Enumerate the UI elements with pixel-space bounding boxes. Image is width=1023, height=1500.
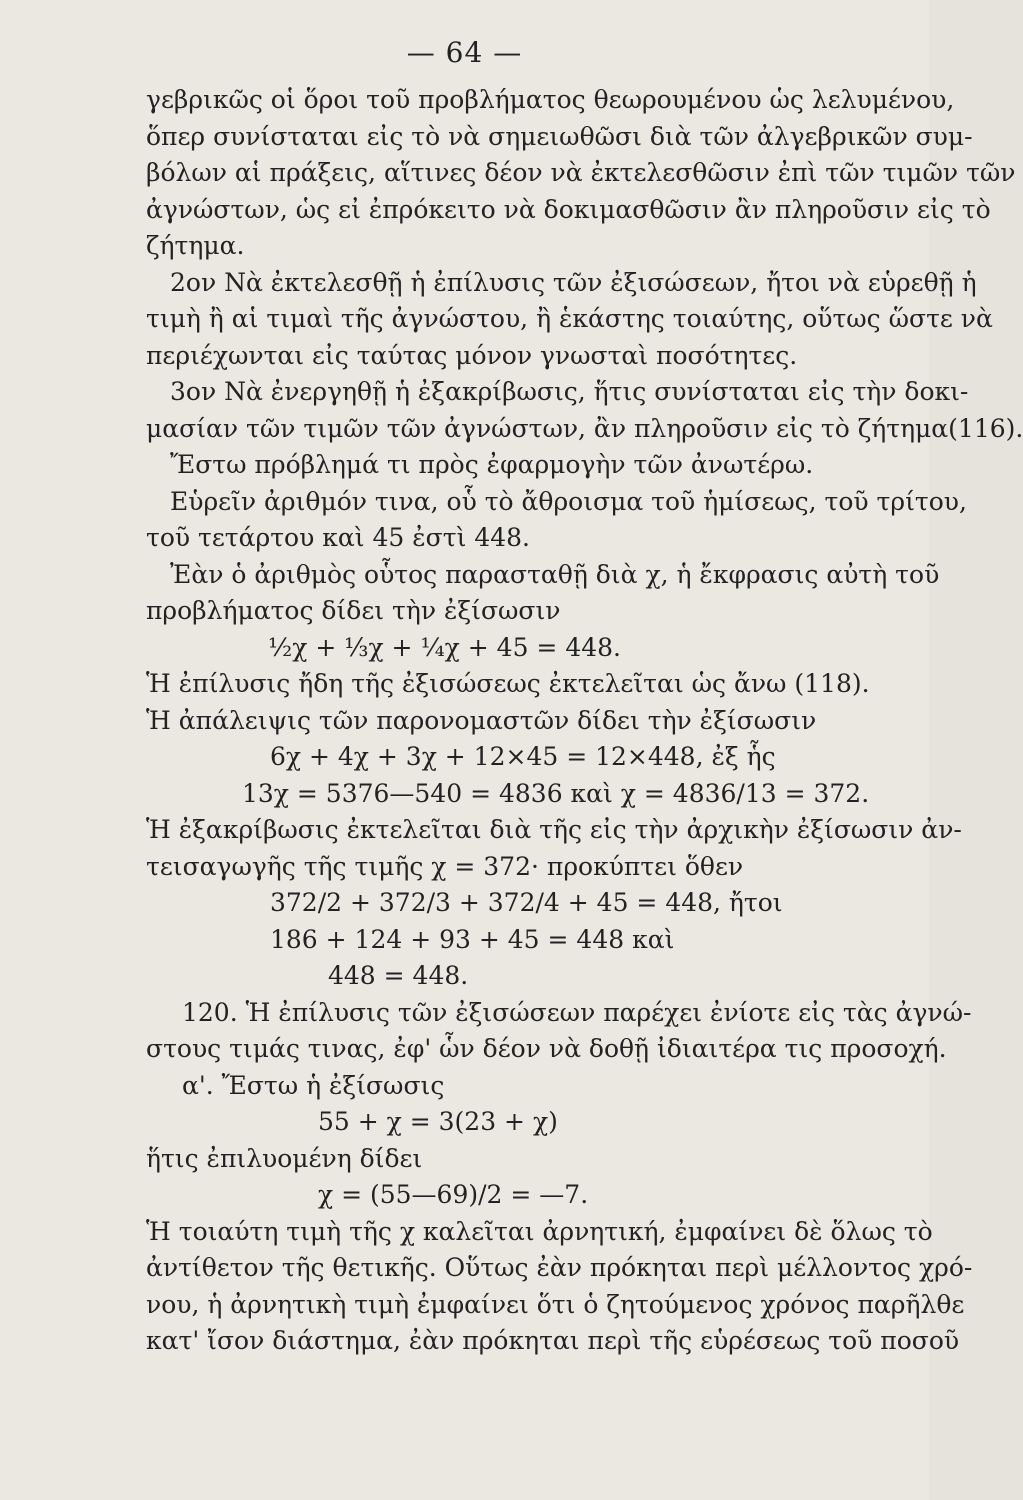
text-line: Ἡ τοιαύτη τιμὴ τῆς χ καλεῖται ἀρνητική, ἐμφαίνει δὲ ὅλως τὸ (146, 1216, 933, 1246)
text-line: α'. Ἔστω ἡ ἐξίσωσις (182, 1070, 445, 1100)
text-line: τιμὴ ἢ αἱ τιμαὶ τῆς ἀγνώστου, ἢ ἑκάστης τοιαύτης, οὕτως ὥστε νὰ (146, 304, 993, 333)
text-line: μασίαν τῶν τιμῶν τῶν ἀγνώστων, ἂν πληροῦσιν εἰς τὸ ζήτημα(116). (146, 413, 1023, 443)
page-text (146, 82, 1023, 1360)
text-line: κατ' ἴσον διάστημα, ἐὰν πρόκηται περὶ τῆς εὑρέσεως τοῦ ποσοῦ (146, 1326, 960, 1355)
text-line: Ἡ ἀπάλειψις τῶν παρονομαστῶν δίδει τὴν ἐξίσωσιν (146, 705, 817, 735)
equation-line: χ = (55—69)/2 = —7. (318, 1180, 589, 1209)
text-line: νου, ἡ ἀρνητικὴ τιμὴ ἐμφαίνει ὅτι ὁ ζητούμενος χρόνος παρῆλθε (146, 1289, 965, 1319)
text-line: 3ον Νὰ ἐνεργηθῇ ἡ ἐξακρίβωσις, ἥτις συνίσταται εἰς τὴν δοκι- (170, 377, 969, 406)
equation-line: 448 = 448. (328, 961, 469, 990)
text-line: στους τιμάς τινας, ἐφ' ὧν δέον νὰ δοθῇ ἰδιαιτέρα τις προσοχή. (146, 1034, 947, 1063)
text-line: Ἡ ἐξακρίβωσις ἐκτελεῖται διὰ τῆς εἰς τὴν ἀρχικὴν ἐξίσωσιν ἀν- (146, 815, 962, 844)
equation-line: 6χ + 4χ + 3χ + 12×45 = 12×448, ἐξ ἧς (270, 742, 776, 771)
text-line: ἥτις ἐπιλυομένη δίδει (146, 1143, 423, 1173)
text-line: Ἡ ἐπίλυσις ἤδη τῆς ἐξισώσεως ἐκτελεῖται ὡς ἄνω (118). (146, 669, 870, 698)
equation-line: 13χ = 5376—540 = 4836 καὶ χ = 4836/13 = 372. (242, 778, 870, 808)
text-line: τεισαγωγῆς τῆς τιμῆς χ = 372· προκύπτει ὅθεν (146, 851, 744, 881)
text-line: ἀντίθετον τῆς θετικῆς. Οὕτως ἐὰν πρόκηται περὶ μέλλοντος χρό- (146, 1253, 973, 1282)
text-line: τοῦ τετάρτου καὶ 45 ἐστὶ 448. (146, 523, 530, 552)
text-line: προβλήματος δίδει τὴν ἐξίσωσιν (146, 596, 561, 625)
text-line: Ἔστω πρόβλημά τι πρὸς ἐφαρμογὴν τῶν ἀνωτέρω. (170, 450, 814, 479)
text-line: Εὑρεῖν ἀριθμόν τινα, οὗ τὸ ἄθροισμα τοῦ ἡμίσεως, τοῦ τρίτου, (170, 486, 967, 516)
equation-line: ½χ + ⅓χ + ¼χ + 45 = 448. (268, 632, 621, 662)
text-line: Ἐὰν ὁ ἀριθμὸς οὗτος παρασταθῇ διὰ χ, ἡ ἔκφρασις αὐτὴ τοῦ (170, 559, 940, 589)
text-line: 2ον Νὰ ἐκτελεσθῇ ἡ ἐπίλυσις τῶν ἐξισώσεων, ἤτοι νὰ εὑρεθῇ ἡ (170, 267, 977, 297)
equation-line: 55 + χ = 3(23 + χ) (318, 1107, 558, 1136)
text-line: 120. Ἡ ἐπίλυσις τῶν ἐξισώσεων παρέχει ἐνίοτε εἰς τὰς ἀγνώ- (182, 997, 972, 1027)
text-line: ἀγνώστων, ὡς εἰ ἐπρόκειτο νὰ δοκιμασθῶσιν ἂν πληροῦσιν εἰς τὸ (146, 194, 991, 224)
text-line: ὅπερ συνίσταται εἰς τὸ νὰ σημειωθῶσι διὰ τῶν ἀλγεβρικῶν συμ- (146, 121, 973, 151)
text-line: ζήτημα. (146, 231, 245, 260)
equation-line: 186 + 124 + 93 + 45 = 448 καὶ (270, 924, 675, 954)
text-line: περιέχωνται εἰς ταύτας μόνον γνωσταὶ ποσότητες. (146, 340, 798, 370)
text-line: βόλων αἱ πράξεις, αἵτινες δέον νὰ ἐκτελεσθῶσιν ἐπὶ τῶν τιμῶν τῶν (146, 158, 1016, 187)
text-line: γεβρικῶς οἱ ὅροι τοῦ προβλήματος θεωρουμένου ὡς λελυμένου, (146, 85, 955, 114)
page-number: — 64 — (406, 36, 523, 69)
equation-line: 372/2 + 372/3 + 372/4 + 45 = 448, ἤτοι (270, 888, 783, 917)
